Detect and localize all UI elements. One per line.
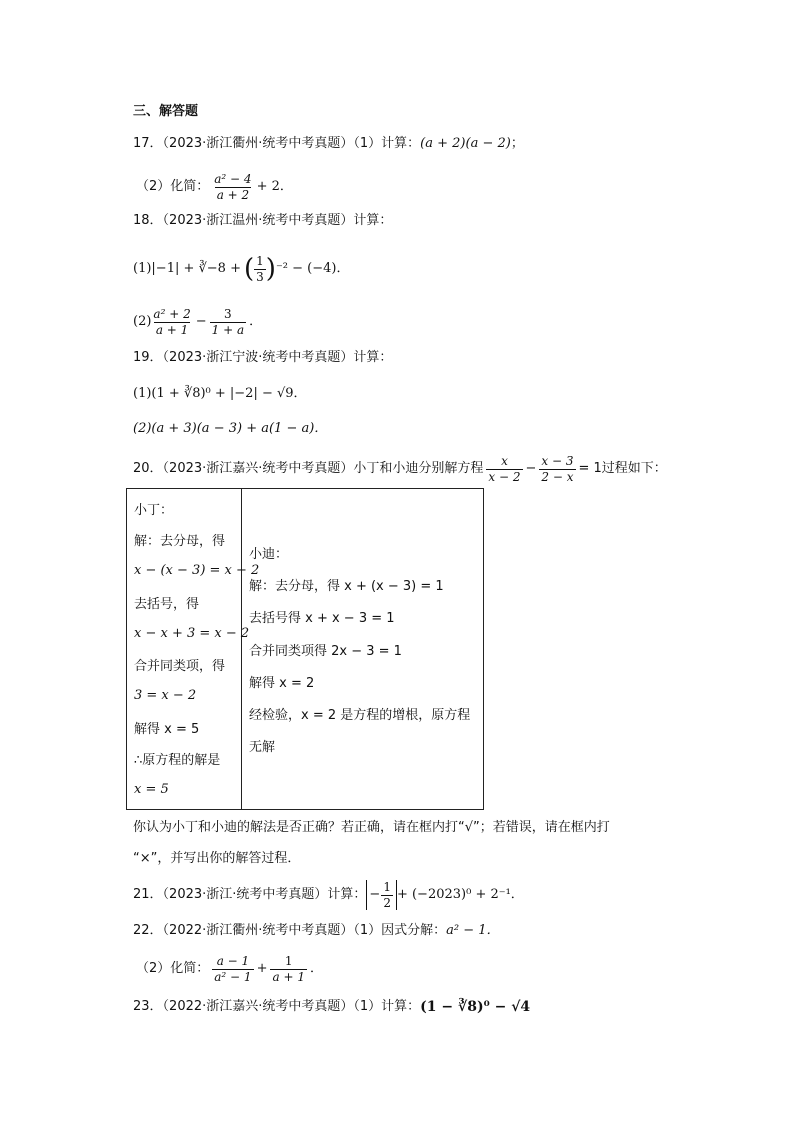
- q20-tail: = 1过程如下：: [578, 461, 667, 476]
- q19-prefix: 19．（2023·浙江宁波·统考中考真题）计算：: [133, 350, 393, 365]
- xiaoding-line: x − x + 3 = x − 2: [134, 625, 250, 641]
- q22-tail: ．: [309, 961, 323, 976]
- xiaoding-line: ∴原方程的解是: [134, 753, 221, 769]
- q20-question-line-1: 你认为小丁和小迪的解法是否正确？若正确，请在框内打“√”；若错误，请在框内打: [133, 820, 610, 835]
- q22-fraction-2: [270, 954, 306, 985]
- q18-open-paren: (: [243, 254, 255, 284]
- q18-prefix: 18．（2023·浙江温州·统考中考真题）计算：: [133, 213, 393, 228]
- xiaodi-solution-cell[interactable]: [242, 489, 484, 810]
- xiaoding-line: 3 = x − 2: [134, 688, 197, 704]
- q22-num2: 1: [284, 953, 293, 968]
- q22-prefix: 22．（2022·浙江衢州·统考中考真题）（1）因式分解：: [133, 923, 447, 938]
- q20-num2: x − 3: [541, 453, 574, 468]
- xiaodi-line: 合并同类项得 2x − 3 = 1: [249, 643, 402, 659]
- q18-p2-den1: a + 1: [155, 322, 189, 337]
- xiaoding-solution-cell[interactable]: [127, 489, 260, 810]
- xiaoding-line: x − (x − 3) = x − 2: [134, 563, 260, 579]
- q22-part2-prefix: （2）化简：: [136, 961, 210, 976]
- question-23: [133, 998, 530, 1016]
- q17-tail: ；: [510, 136, 524, 151]
- q18-p2-num2: 3: [224, 306, 232, 321]
- xiaoding-line: 去括号，得: [134, 596, 200, 612]
- q17-numerator: a² − 4: [214, 171, 252, 186]
- question-19-part-1: [133, 385, 307, 403]
- question-22-part-2: [136, 952, 323, 986]
- q18-close-paren: ): [265, 254, 276, 284]
- q23-prefix: 23．（2022·浙江嘉兴·统考中考真题）（1）计算：: [133, 999, 421, 1014]
- xiaodi-line: 解得 x = 2: [249, 675, 315, 691]
- question-18: [133, 212, 392, 230]
- q20-fraction-1: [486, 454, 522, 485]
- q18-p2-tail: ．: [249, 314, 263, 329]
- q20-op: −: [525, 461, 537, 476]
- xiaoding-solution: [127, 493, 260, 806]
- question-17-part-2: [136, 170, 293, 204]
- q20-den2: 2 − x: [541, 469, 574, 484]
- q18-p1-expr-a: |−1| + ∛−8 +: [151, 261, 241, 276]
- xiaoding-line: 解：去分母，得: [134, 533, 226, 549]
- q17-prefix: 17．（2023·浙江衢州·统考中考真题）（1）计算：: [133, 136, 421, 151]
- xiaodi-line: 小迪：: [249, 546, 289, 562]
- q17-part2-tail: + 2．: [256, 179, 293, 194]
- q20-num1: x: [501, 453, 508, 468]
- xiaoding-line: 解得 x = 5: [134, 721, 200, 737]
- xiaodi-line: 解：去分母，得 x + (x − 3) = 1: [249, 579, 444, 595]
- xiaoding-line: 小丁：: [134, 502, 174, 518]
- q20-fraction-2: [539, 454, 575, 485]
- q22-expression: a² − 1．: [446, 923, 500, 938]
- question-22: [133, 922, 500, 940]
- q22-den2: a + 1: [272, 969, 305, 984]
- solution-comparison-table: [126, 488, 484, 810]
- xiaodi-line: 经检验，x = 2 是方程的增根，原方程: [249, 707, 471, 723]
- q23-expression: (1 − ∛8)⁰ − √4: [420, 999, 531, 1015]
- q18-p2-op: −: [195, 314, 207, 329]
- section-title: 三、解答题: [133, 104, 199, 119]
- q17-fraction: [212, 172, 253, 203]
- q21-fraction: [381, 880, 393, 911]
- q18-p2-label: (2): [133, 314, 152, 329]
- q19-p1: (1)(1 + ∛8)⁰ + |−2| − √9．: [133, 386, 307, 401]
- q22-den1: a² − 1: [214, 969, 252, 984]
- xiaodi-line: 去括号得 x + x − 3 = 1: [249, 611, 395, 627]
- q21-minus: −: [369, 887, 381, 902]
- q18-p1-fraction: [254, 254, 266, 285]
- q22-num1: a − 1: [216, 953, 250, 968]
- q18-p2-fraction-1: [151, 307, 192, 338]
- question-18-part-2: [133, 305, 262, 339]
- xiaodi-line: 无解: [249, 740, 276, 756]
- q20-prefix: 20．（2023·浙江嘉兴·统考中考真题）小丁和小迪分别解方程: [133, 461, 484, 476]
- question-21: [133, 878, 524, 912]
- question-20: [133, 452, 667, 486]
- q19-p2: (2)(a + 3)(a − 3) + a(1 − a)．: [133, 421, 328, 436]
- question-19-part-2: [133, 420, 327, 438]
- xiaoding-line: 合并同类项，得: [134, 659, 226, 675]
- q17-denominator: a + 2: [216, 187, 250, 202]
- question-18-part-1: [133, 250, 349, 288]
- q18-p2-num1: a² + 2: [153, 306, 191, 321]
- q21-tail: + (−2023)⁰ + 2⁻¹．: [396, 887, 524, 902]
- q17-expression: (a + 2)(a − 2): [420, 136, 511, 151]
- q18-p1-expr-b: ⁻² − (−4)．: [275, 261, 350, 276]
- q18-p1-num: 1: [256, 253, 264, 268]
- q18-p1-den: 3: [256, 269, 264, 284]
- q21-num: 1: [383, 879, 391, 894]
- question-19: [133, 349, 392, 367]
- q17-part2-prefix: （2）化简：: [136, 179, 210, 194]
- q22-fraction-1: [212, 954, 253, 985]
- q22-op: +: [256, 961, 268, 976]
- q18-p1-label: (1): [133, 261, 152, 276]
- q21-den: 2: [383, 895, 391, 910]
- question-17: [133, 135, 524, 153]
- q20-question-line-2: “×”，并写出你的解答过程．: [133, 851, 301, 866]
- xiaoding-line: x = 5: [134, 782, 169, 798]
- q18-p2-fraction-2: [210, 307, 246, 338]
- q20-den1: x − 2: [488, 469, 521, 484]
- q18-p2-den2: 1 + a: [211, 322, 245, 337]
- q21-prefix: 21．（2023·浙江·统考中考真题）计算：: [133, 887, 367, 902]
- xiaodi-solution: [242, 536, 483, 761]
- q21-absolute-value: [366, 880, 397, 910]
